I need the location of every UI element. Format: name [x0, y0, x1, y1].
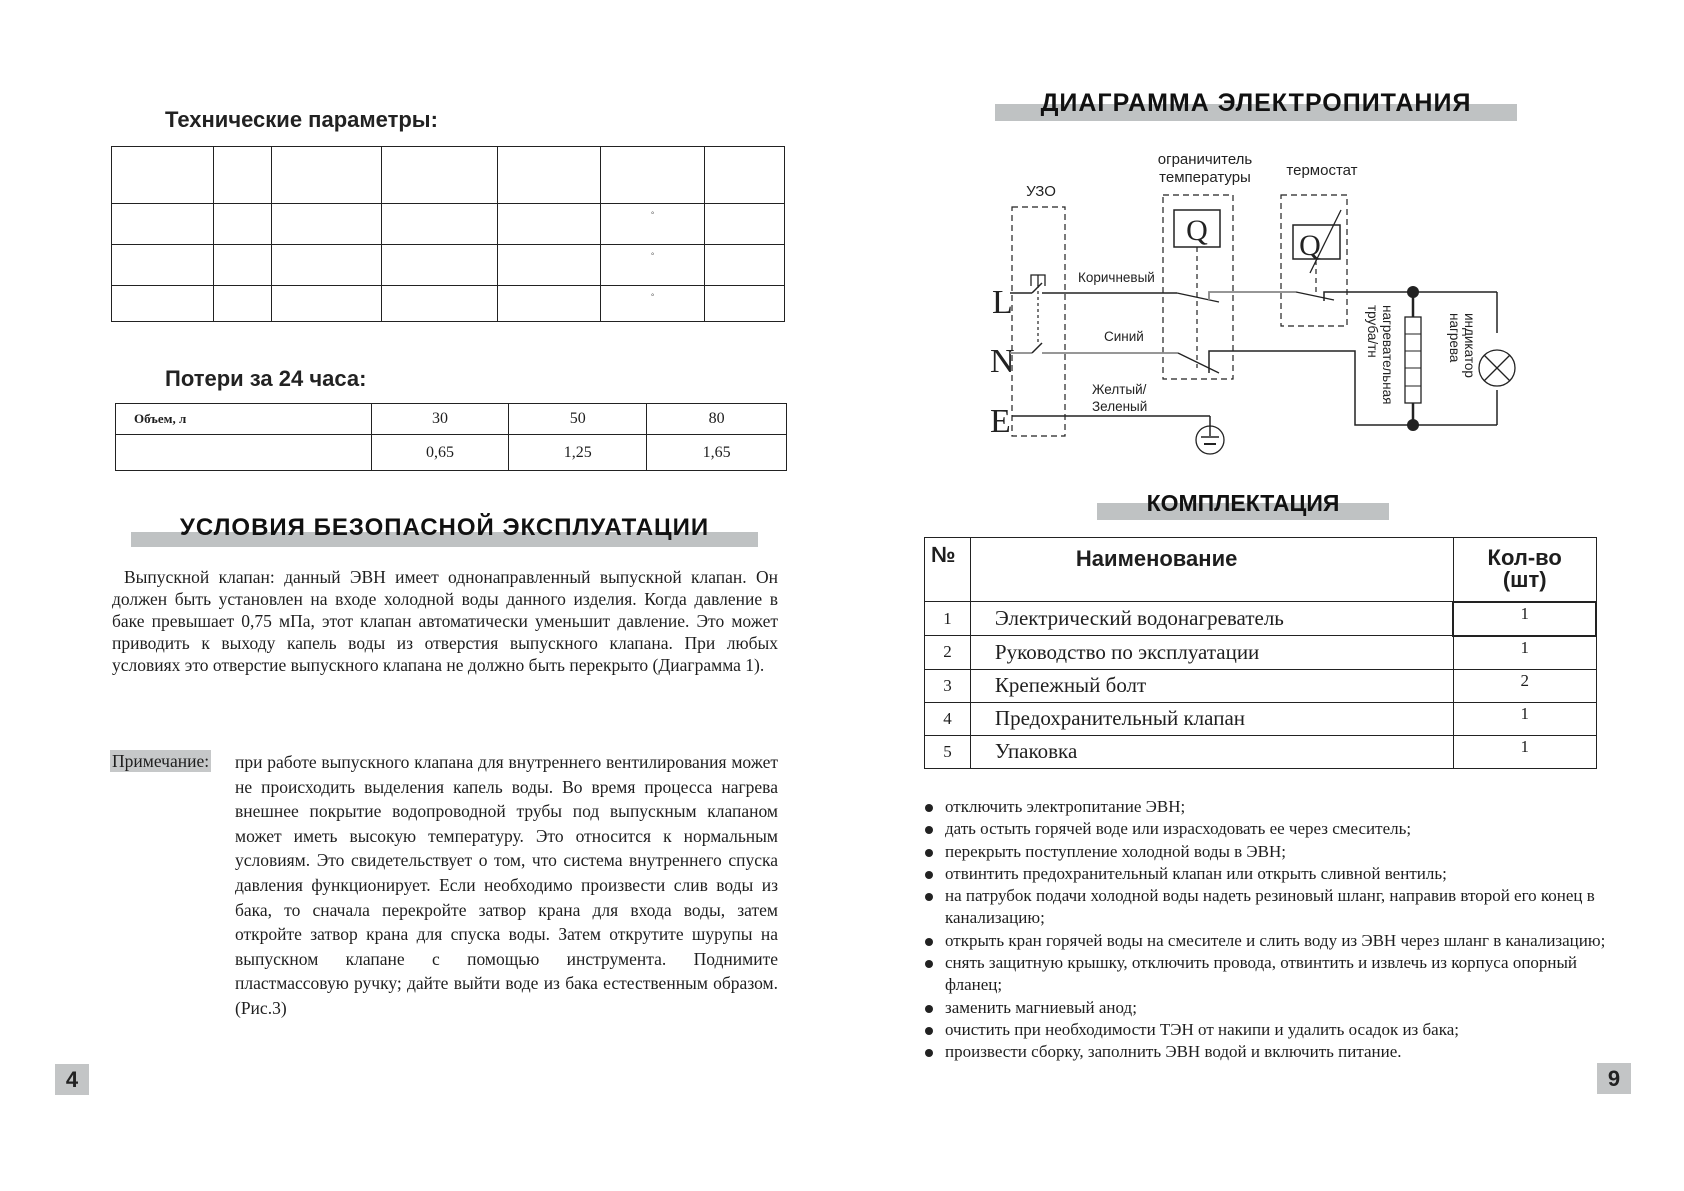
volume-80: 80: [647, 404, 787, 435]
list-item: отключить электропитание ЭВН;: [925, 796, 1611, 818]
bullet-icon: [925, 893, 933, 901]
wire-blue-label: Синий: [1104, 329, 1144, 344]
list-item: отвинтить предохранительный клапан или открыть сливной вентиль;: [925, 863, 1611, 885]
power-diagram-banner: [995, 89, 1517, 121]
tech-params-title: Технические параметры:: [165, 107, 438, 132]
safety-title: УСЛОВИЯ БЕЗОПАСНОЙ ЭКСПЛУАТАЦИИ: [179, 514, 710, 541]
volume-30: 30: [371, 404, 509, 435]
rcd-label: УЗО: [1026, 183, 1056, 200]
table-row: [116, 435, 787, 471]
page-number-left: 4: [55, 1064, 89, 1095]
limiter-label-2: температуры: [1159, 169, 1251, 186]
bullet-icon: [925, 871, 933, 879]
safety-paragraph: Выпускной клапан: данный ЭВН имеет однонаправленный выпускной клапан. Он должен быть установлен на входе холодной воды данного изделия. Когда давление в баке превышает 0,75 мПа, этот клапан автоматически уменьшит давление. Это может приводить к выходу капель воды из отверстия выпускного клапана. При любых условиях это отверстие выпускного клапана не должно быть перекрыто (Диаграмма 1).: [112, 567, 778, 675]
wire-yellow-green-label-2: Зеленый: [1092, 399, 1148, 414]
table-row: [116, 404, 787, 435]
bullet-icon: [925, 1027, 933, 1035]
indicator-label-2: нагрева: [1447, 313, 1462, 363]
table-row: [112, 285, 785, 321]
table-row: 2 Руководство по эксплуатации 1: [925, 636, 1597, 670]
degree-mark: °: [601, 285, 705, 321]
list-item: снять защитную крышку, отключить провода, отвинтить и извлечь из корпуса опорный фланец;: [925, 952, 1611, 997]
tech-params-table: [111, 146, 785, 322]
loss-80: 1,65: [647, 435, 787, 471]
list-item: произвести сборку, заполнить ЭВН водой и включить питание.: [925, 1041, 1611, 1063]
bullet-icon: [925, 826, 933, 834]
degree-mark: °: [601, 244, 705, 285]
heating-element-icon: [1405, 317, 1421, 403]
list-item: перекрыть поступление холодной воды в ЭВН;: [925, 841, 1611, 863]
table-row: 3 Крепежный болт 2: [925, 669, 1597, 702]
col-num-header: №: [925, 538, 971, 602]
volume-label: Объем, л: [116, 404, 372, 435]
table-row: [112, 147, 785, 204]
bullet-icon: [925, 804, 933, 812]
wire-brown-label: Коричневый: [1078, 270, 1155, 285]
list-item: заменить магниевый анод;: [925, 997, 1611, 1019]
losses-title: Потери за 24 часа:: [165, 366, 367, 391]
table-row: 4 Предохранительный клапан 1: [925, 702, 1597, 735]
list-item: на патрубок подачи холодной воды надеть резиновый шланг, направив второй его конец в канализацию;: [925, 885, 1611, 930]
terminal-N: N: [990, 343, 1015, 380]
indicator-label-1: индикатор: [1462, 313, 1477, 378]
thermostat-q-symbol: Q: [1299, 229, 1321, 262]
col-qty-header: Кол-во (шт): [1453, 538, 1596, 602]
kit-banner: [1097, 490, 1389, 520]
note-text: при работе выпускного клапана для внутреннего вентилирования может не происходить выделения капель воды. Во время процесса нагрева внешнее покрытие водопроводной трубы под выпускным клапаном может иметь высокую температуру. Это относится к нормальным условиям. Это свидетельствует о том, что система внутреннего спуска давления функционирует. Если необходимо произвести слив воды из бака, то сначала перекройте затвор крана для входа воды, затем откройте затвор крана для спуска воды. Затем открутите шурупы на выпускном клапане с помощью инструмента. Поднимите пластмассовую ручку; дайте выйти воде из бака естественным образом. (Рис.3): [235, 752, 778, 1018]
bullet-icon: [925, 960, 933, 968]
bullet-icon: [925, 849, 933, 857]
loss-30: 0,65: [371, 435, 509, 471]
degree-mark: °: [601, 204, 705, 244]
bullet-icon: [925, 938, 933, 946]
col-name-header: Наименование: [970, 538, 1453, 602]
list-item: дать остыть горячей воде или израсходовать ее через смеситель;: [925, 818, 1611, 840]
rcd-test-button-icon: [1031, 275, 1045, 286]
volume-50: 50: [509, 404, 647, 435]
bullet-icon: [925, 1005, 933, 1013]
safety-banner: [131, 514, 758, 547]
table-row: [112, 244, 785, 285]
wiring-diagram: [980, 140, 1540, 470]
list-item: открыть кран горячей воды на смесителе и слить воду из ЭВН через шланг в канализацию;: [925, 930, 1611, 952]
table-header: [925, 538, 1597, 602]
kit-table: [924, 537, 1597, 769]
terminal-E: E: [990, 403, 1011, 440]
limiter-q-symbol: Q: [1186, 214, 1208, 247]
wire-yellow-green-label-1: Желтый/: [1092, 382, 1147, 397]
page-number-right: 9: [1597, 1063, 1631, 1094]
loss-50: 1,25: [509, 435, 647, 471]
losses-table: [115, 403, 787, 471]
list-item: очистить при необходимости ТЭН от накипи и удалить осадок из бака;: [925, 1019, 1611, 1041]
table-row: 1 Электрический водонагреватель 1: [925, 602, 1597, 636]
note-label: Примечание:: [112, 751, 210, 771]
thermostat-label: термостат: [1286, 162, 1358, 179]
table-row: 5 Упаковка 1: [925, 735, 1597, 768]
limiter-label-1: ограничитель: [1157, 151, 1253, 168]
maintenance-steps: [925, 796, 1611, 1064]
bullet-icon: [925, 1049, 933, 1057]
terminal-L: L: [992, 284, 1013, 321]
kit-title: КОМПЛЕКТАЦИЯ: [1146, 490, 1340, 516]
table-row: [112, 204, 785, 244]
heater-label-1: нагревательная: [1380, 305, 1395, 405]
heater-label-2: труба/тн: [1365, 305, 1380, 358]
power-diagram-title: ДИАГРАММА ЭЛЕКТРОПИТАНИЯ: [1040, 89, 1472, 117]
